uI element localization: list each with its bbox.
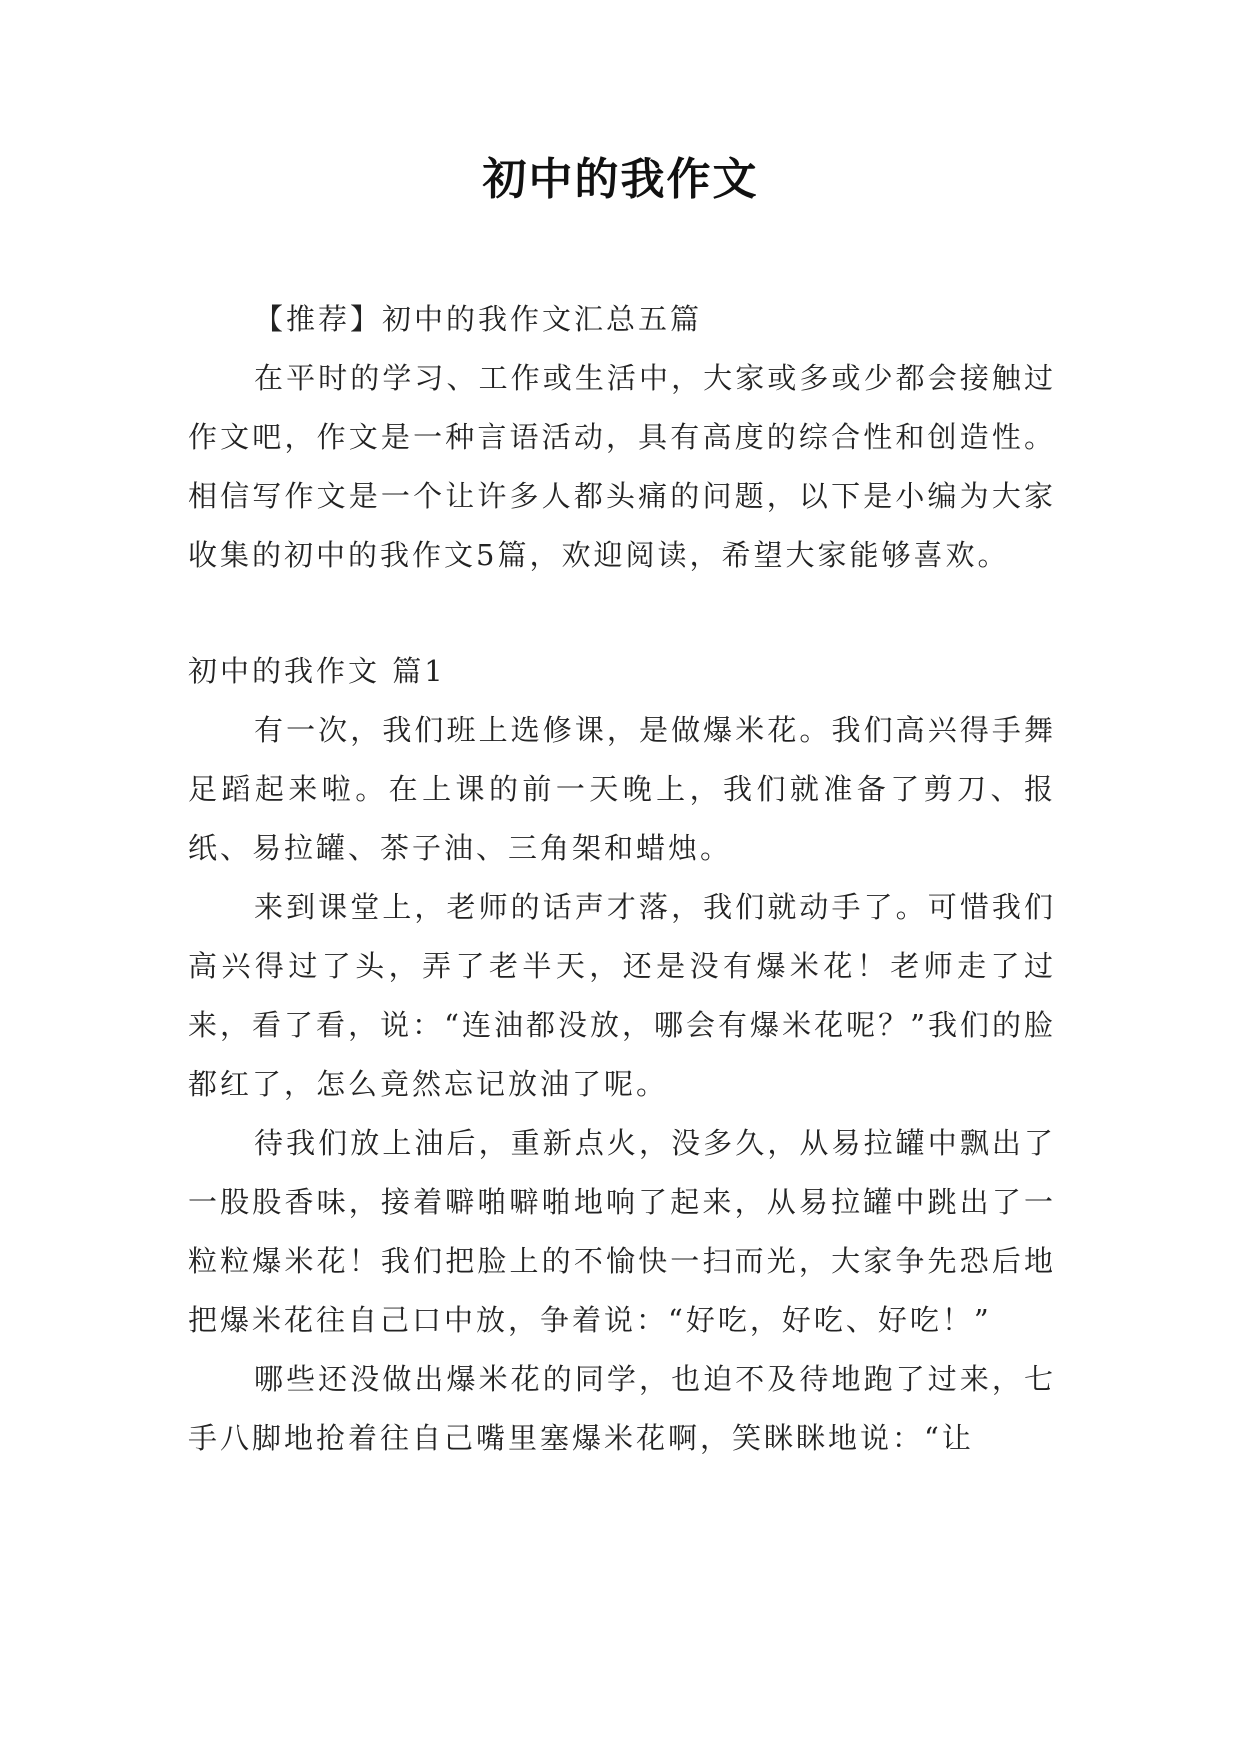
document-title: 初中的我作文 bbox=[482, 154, 759, 205]
document-body bbox=[188, 290, 1056, 1468]
intro-paragraph: 在平时的学习、工作或生活中，大家或多或少都会接触过作文吧，作文是一种言语活动，具有高度的综合性和创造性。相信写作文是一个让许多人都头痛的问题，以下是小编为大家收集的初中的我作文5篇，欢迎阅读，希望大家能够喜欢。 bbox=[188, 361, 1056, 572]
lead-paragraph: 【推荐】初中的我作文汇总五篇 bbox=[254, 302, 703, 336]
body-paragraph-2: 来到课堂上，老师的话声才落，我们就动手了。可惜我们高兴得过了头，弄了老半天，还是没有爆米花！老师走了过来，看了看，说：“连油都没放，哪会有爆米花呢？”我们的脸都红了，怎么竟然忘记放油了呢。 bbox=[188, 890, 1056, 1101]
body-paragraph-1: 有一次，我们班上选修课，是做爆米花。我们高兴得手舞足蹈起来啦。在上课的前一天晚上，我们就准备了剪刀、报纸、易拉罐、茶子油、三角架和蜡烛。 bbox=[188, 713, 1056, 865]
section-heading: 初中的我作文 篇1 bbox=[188, 654, 446, 688]
body-paragraph-4: 哪些还没做出爆米花的同学，也迫不及待地跑了过来，七手八脚地抢着往自己嘴里塞爆米花啊，笑眯眯地说：“让 bbox=[188, 1362, 1056, 1455]
body-paragraph-3: 待我们放上油后，重新点火，没多久，从易拉罐中飘出了一股股香味，接着噼啪噼啪地响了起来，从易拉罐中跳出了一粒粒爆米花！我们把脸上的不愉快一扫而光，大家争先恐后地把爆米花往自己口中放，争着说：“好吃，好吃、好吃！” bbox=[188, 1126, 1056, 1337]
